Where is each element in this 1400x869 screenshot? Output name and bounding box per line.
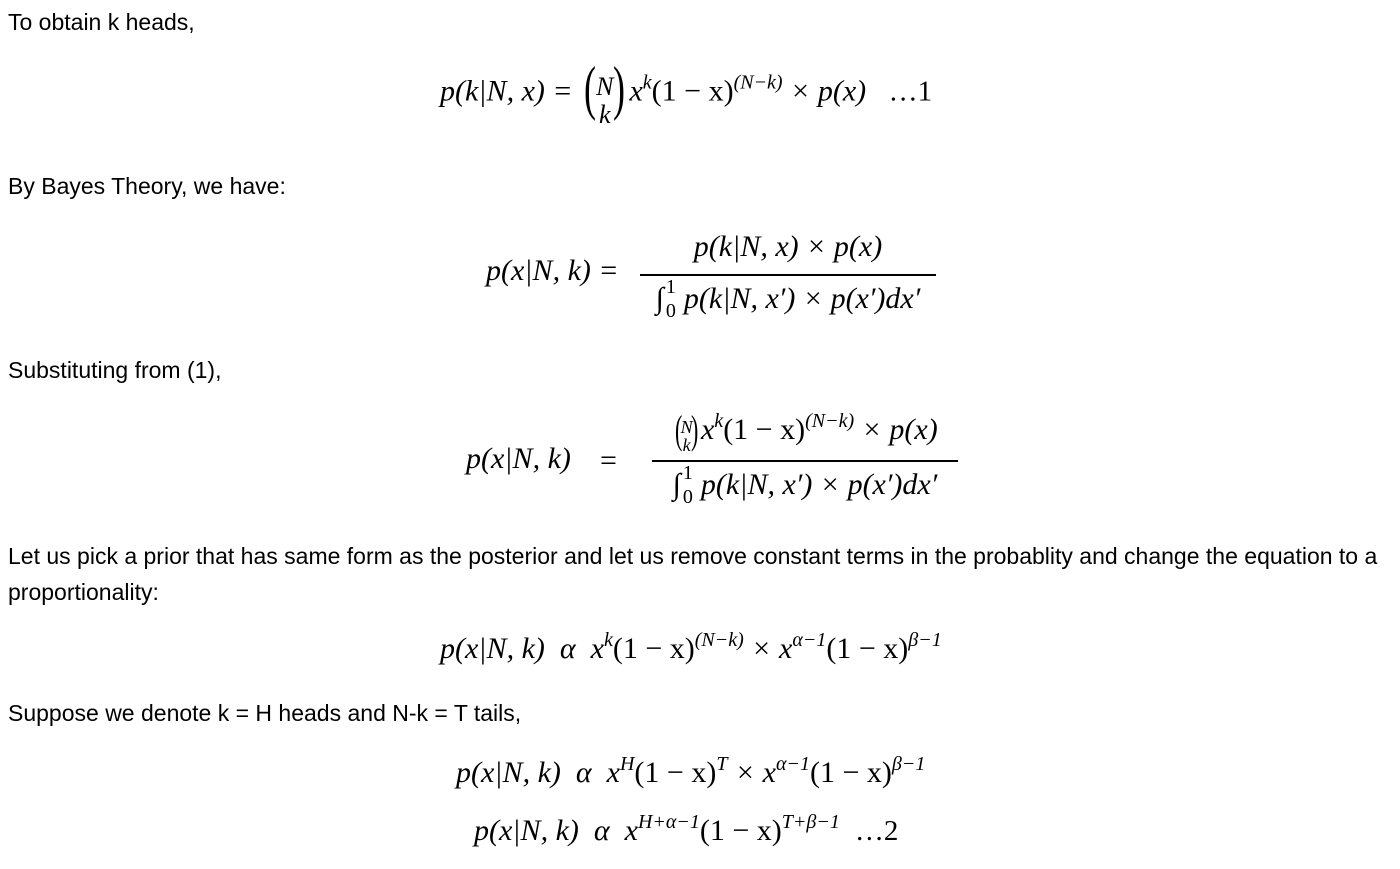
substituting-text: Substituting from (1),: [8, 357, 222, 383]
eq1-label: …1: [888, 75, 933, 108]
eq1-tail: × p(x): [782, 74, 867, 108]
equation-1: [440, 55, 933, 130]
eq3-lhs: p(x|N, k): [466, 442, 571, 475]
eq2-numerator: p(k|N, x) × p(x): [693, 230, 883, 263]
eq1-binom-bottom: k: [599, 100, 611, 130]
equation-4: p(x|N, k) α $x^k(1 - x)^{(N-k)} \times x^{\alpha-1}(1 - x)^{\beta-1}$: [440, 629, 942, 665]
eq1-exp-k: k: [642, 71, 652, 94]
eq1-exp-nk: (N−k): [733, 71, 783, 94]
eq6-label: …2: [854, 815, 899, 847]
eq1-mid: (1 − x): [651, 74, 734, 108]
eq1-binomial: ( N k ): [584, 55, 626, 130]
eq1-lhs: p(k|N, x) =: [440, 74, 573, 108]
eq4-alpha: α: [559, 632, 576, 665]
eq2-lhs: p(x|N, k) =: [486, 254, 619, 287]
eq2-denominator: ∫ 1 0 p(k|N, x′) × p(x′)dx′: [655, 276, 921, 323]
eq3-fraction-line: [652, 460, 958, 462]
denote-text: Suppose we denote k = H heads and N-k = T tails,: [8, 700, 522, 726]
equation-5: p(x|N, k) α $x^H(1 - x)^T \times x^{\alpha-1}(1 - x)^{\beta-1}$: [456, 753, 926, 789]
equation-6: p(x|N, k) α $x^{H+\alpha-1}(1 - x)^{T+\beta-1}$ …2: [474, 811, 899, 847]
bayes-text: By Bayes Theory, we have:: [8, 173, 286, 199]
eq1-x: x: [629, 74, 643, 108]
eq2-fraction-line: [640, 274, 936, 276]
intro-text: To obtain k heads,: [8, 9, 195, 35]
eq3-numerator: ( N k )$x^k(1 - x)^{(N-k)} \times p(x)$: [675, 407, 938, 456]
eq1-binom-top: N: [596, 72, 614, 102]
prior-text: Let us pick a prior that has same form as the posterior and let us remove constant terms in the probablity and change the equation to a proportionality:: [8, 543, 1378, 605]
eq3-denominator: ∫ 1 0 p(k|N, x′) × p(x′)dx′: [672, 462, 938, 509]
eq3-equals: =: [600, 444, 617, 477]
